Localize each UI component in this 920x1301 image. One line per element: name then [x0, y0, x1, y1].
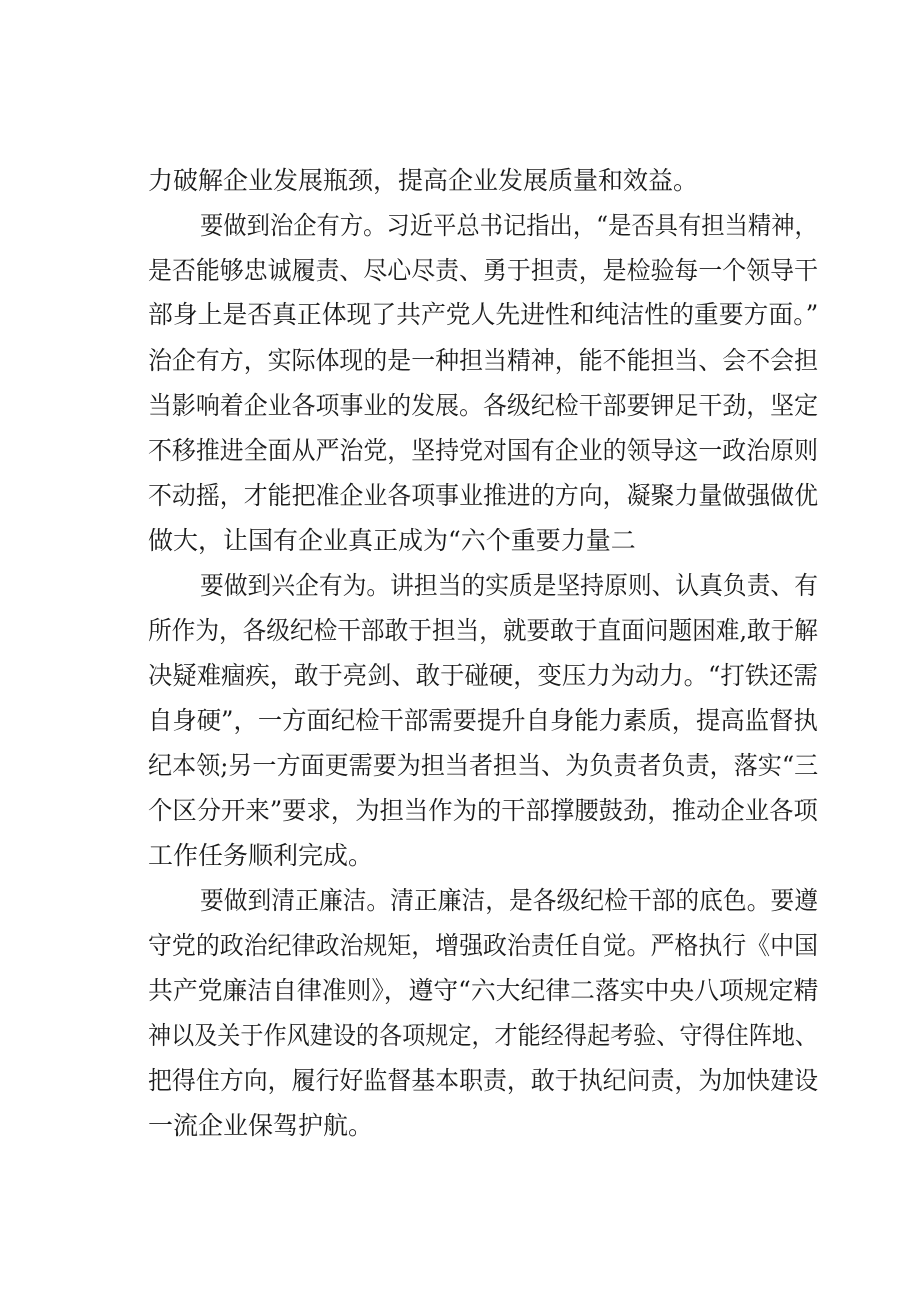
text-line-21: 把得住方向，履行好监督基本职责，敢于执纪问责，为加快建设 — [148, 1066, 819, 1095]
text-line-14: 纪本领;另一方面更需要为担当者担当、为负责者负责，落实“三 — [148, 751, 819, 780]
text-line-13: 自身硬”，一方面纪检干部需要提升自身能力素质，提高监督执 — [148, 706, 818, 735]
text-line-22: 一流企业保驾护航。 — [148, 1111, 374, 1140]
text-line-6: 当影响着企业各项事业的发展。各级纪检干部要钾足干劲，坚定 — [148, 391, 819, 420]
text-line-10: 要做到兴企有为。讲担当的实质是坚持原则、认真负责、有 — [200, 571, 819, 600]
text-line-8: 不动摇，才能把准企业各项事业推进的方向，凝聚力量做强做优 — [148, 481, 819, 510]
text-line-11: 所作为，各级纪检干部敢于担当，就要敢于直面问题困难,敢于解 — [148, 616, 818, 645]
text-line-19: 共产党廉洁自律准则》，遵守“六大纪律二落实中央八项规定精 — [148, 976, 819, 1005]
text-line-1: 力破解企业发展瓶颈，提高企业发展质量和效益。 — [148, 166, 699, 195]
text-line-15: 个区分开来”要求，为担当作为的干部撑腰鼓劲，推动企业各项 — [148, 796, 818, 825]
text-line-12: 决疑难痼疾，敢于亮剑、敢于碰硬，变压力为动力。“打铁还需 — [148, 661, 818, 690]
text-line-3: 是否能够忠诚履责、尽心尽责、勇于担责，是检验每一个领导干 — [148, 256, 819, 285]
text-line-20: 神以及关于作风建设的各项规定，才能经得起考验、守得住阵地、 — [148, 1021, 819, 1050]
text-line-2: 要做到治企有方。习近平总书记指出，“是否具有担当精神， — [200, 211, 818, 240]
text-line-16: 工作任务顺利完成。 — [148, 841, 374, 870]
text-line-9: 做大，让国有企业真正成为“六个重要力量二 — [148, 526, 636, 555]
text-line-17: 要做到清正廉洁。清正廉洁，是各级纪检干部的底色。要遵 — [200, 886, 819, 915]
text-line-4: 部身上是否真正体现了共产党人先进性和纯洁性的重要方面。” — [148, 300, 819, 329]
text-line-18: 守党的政治纪律政治规矩，增强政治责任自觉。严格执行《中国 — [148, 931, 819, 960]
text-line-5: 治企有方，实际体现的是一种担当精神，能不能担当、会不会担 — [148, 346, 819, 375]
text-line-7: 不移推进全面从严治党，坚持党对国有企业的领导这一政治原则 — [148, 436, 819, 465]
